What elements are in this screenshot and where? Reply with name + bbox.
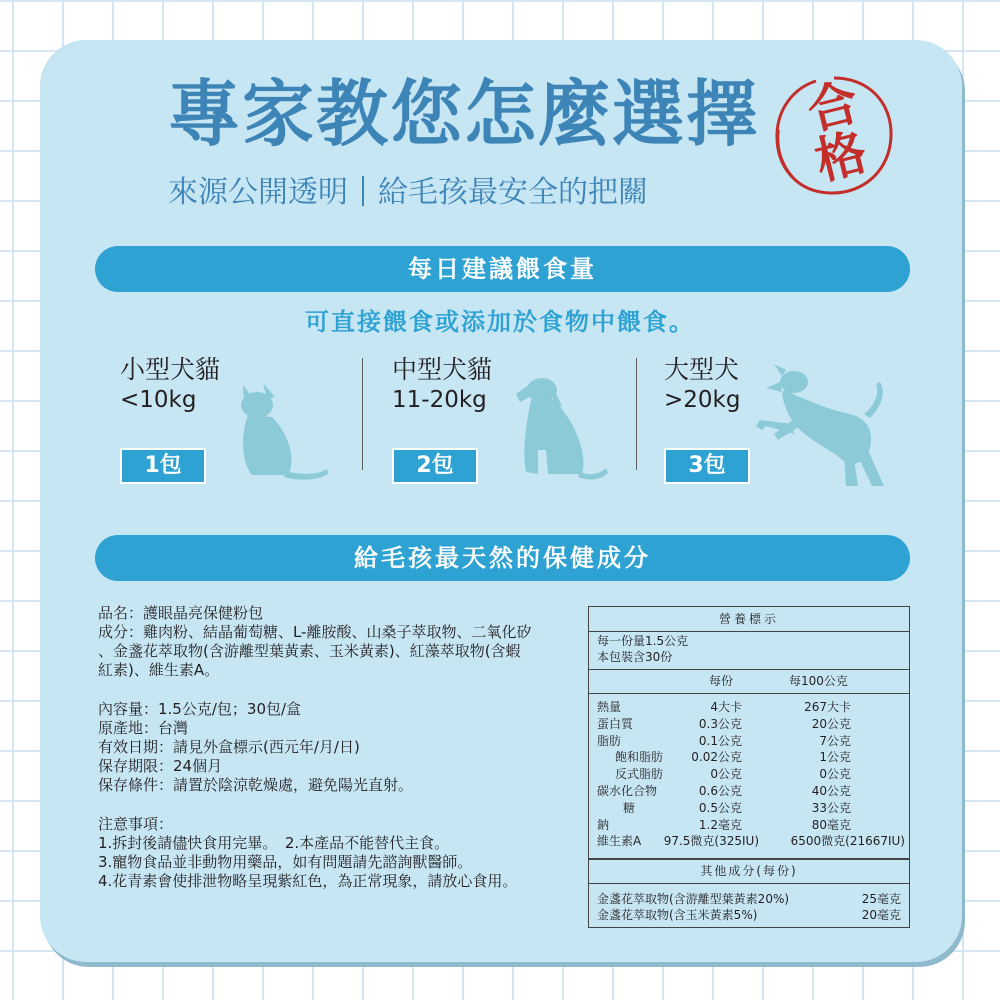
nutrient-per-100g: 267大卡: [804, 700, 851, 714]
other-row: 金盞花萃取物(含游離型葉黃素20%) 25毫克: [597, 892, 901, 906]
col-per-100g: 每100公克: [789, 674, 848, 688]
nutrient-per-100g: 7公克: [819, 733, 851, 748]
nutrition-title: 營養標示: [718, 612, 779, 626]
group-amount-badge: 1包: [120, 448, 206, 484]
group-weight: >20kg: [664, 387, 741, 413]
serving-size: 每一份量1.5公克: [597, 634, 689, 648]
other-row: 金盞花萃取物(含玉米黃素5%) 20毫克: [597, 908, 901, 922]
nutrient-per-100g: 6500微克(21667IU): [790, 834, 905, 849]
column-divider: [362, 358, 363, 470]
nutrient-label: 反式脂肪: [615, 767, 664, 782]
nutrient-per-100g: 20公克: [811, 716, 851, 731]
group-name: 中型犬貓: [392, 355, 493, 384]
product-line: 、金盞花萃取物(含游離型葉黃素、玉米黃素)、紅藻萃取物(含蝦: [98, 642, 521, 660]
page-subtitle: [168, 176, 648, 208]
product-line: 4.花青素會使排泄物略呈現紫紅色，為正常現象，請放心食用。: [98, 872, 518, 890]
nutrition-row: [589, 800, 909, 816]
cat-icon: [230, 375, 330, 485]
product-notes: [98, 815, 517, 891]
product-line: 內容量：1.5公克/包；30包/盒: [98, 700, 302, 718]
sitting-dog-icon: [512, 372, 612, 486]
nutrient-per-serving: 97.5微克(325IU): [663, 834, 759, 849]
table-rule: [589, 693, 909, 694]
nutrition-row: [589, 817, 909, 833]
other-title: 其他成分(每份): [700, 864, 798, 878]
col-per-serving: 每份: [709, 674, 734, 688]
table-rule: [589, 883, 909, 884]
product-description: [98, 604, 532, 680]
nutrition-row: [589, 733, 909, 749]
group-weight: <10kg: [120, 387, 197, 413]
column-headers: [589, 673, 909, 689]
subtitle-right: 給毛孩最安全的把關: [378, 175, 648, 210]
nutrient-per-serving: 0.6公克: [698, 784, 742, 798]
nutrition-row: [589, 766, 909, 782]
nutrition-row: [589, 716, 909, 732]
ingredients-banner: 給毛孩最天然的保健成分: [95, 535, 910, 581]
jumping-dog-icon: [752, 362, 892, 494]
column-divider: [636, 358, 637, 470]
group-name: 小型犬貓: [120, 355, 221, 384]
nutrient-per-100g: 1公克: [819, 750, 851, 765]
nutrient-label: 碳水化合物: [597, 784, 658, 798]
product-line: 品名：護眼晶亮保健粉包: [98, 604, 264, 622]
product-line: 紅素)、維生素A。: [98, 661, 220, 679]
table-rule: [589, 669, 909, 670]
nutrient-per-100g: 0公克: [819, 767, 851, 782]
stamp-char-2: 格: [809, 122, 873, 192]
table-rule: [589, 631, 909, 632]
nutrient-label: 糖: [623, 800, 636, 815]
product-line: 原產地：台灣: [98, 719, 189, 737]
group-weight: 11-20kg: [392, 387, 487, 413]
nutrition-row: [589, 749, 909, 765]
group-amount-badge: 3包: [664, 448, 750, 484]
other-ingredients-table: [588, 858, 910, 928]
nutrient-per-serving: 4大卡: [710, 700, 742, 714]
nutrition-table: [588, 606, 910, 860]
stamp-char-1: 合: [801, 72, 865, 142]
group-amount-badge: 2包: [392, 448, 478, 484]
product-line: 保存條件：請置於陰涼乾燥處，避免陽光直射。: [98, 776, 414, 794]
nutrient-label: 飽和脂肪: [615, 750, 664, 765]
nutrient-per-serving: 0.02公克: [691, 750, 742, 765]
feeding-note: 可直接餵食或添加於食物中餵食。: [305, 308, 695, 336]
product-line: 1.拆封後請儘快食用完畢。 2.本產品不能替代主食。: [98, 834, 450, 852]
nutrient-per-serving: 1.2毫克: [698, 817, 742, 832]
product-line: 有效日期：請見外盒標示(西元年/月/日): [98, 738, 360, 756]
nutrition-row: [589, 833, 909, 849]
nutrition-row: [589, 699, 909, 715]
nutrient-per-serving: 0.1公克: [698, 733, 742, 748]
subtitle-left: 來源公開透明: [168, 175, 348, 210]
nutrient-label: 熱量: [597, 700, 622, 714]
nutrient-label: 鈉: [597, 817, 610, 832]
nutrient-label: 維生素A: [597, 834, 642, 849]
approval-stamp: [770, 72, 898, 200]
nutrient-per-serving: 0公克: [710, 767, 742, 782]
feeding-banner: 每日建議餵食量: [95, 246, 910, 292]
subtitle-divider: [362, 176, 364, 206]
product-line: 注意事項：: [98, 815, 174, 833]
nutrient-per-100g: 33公克: [811, 800, 851, 815]
product-line: 保存期限：24個月: [98, 757, 223, 775]
nutrient-label: 蛋白質: [597, 716, 634, 731]
nutrient-per-100g: 80毫克: [811, 817, 851, 832]
nutrient-per-100g: 40公克: [811, 784, 851, 798]
nutrient-label: 脂肪: [597, 733, 622, 748]
nutrient-per-serving: 0.3公克: [698, 716, 742, 731]
group-name: 大型犬: [664, 355, 740, 384]
page-title: 專家教您怎麼選擇: [168, 72, 761, 156]
product-line: 成分：雞肉粉、結晶葡萄糖、L-離胺酸、山桑子萃取物、二氧化矽: [98, 623, 532, 641]
servings-per-pack: 本包裝含30份: [597, 650, 673, 664]
product-details: [98, 700, 413, 795]
nutrition-row: [589, 783, 909, 799]
nutrient-per-serving: 0.5公克: [698, 800, 742, 815]
product-line: 3.寵物食品並非動物用藥品，如有問題請先諮詢獸醫師。: [98, 853, 473, 871]
